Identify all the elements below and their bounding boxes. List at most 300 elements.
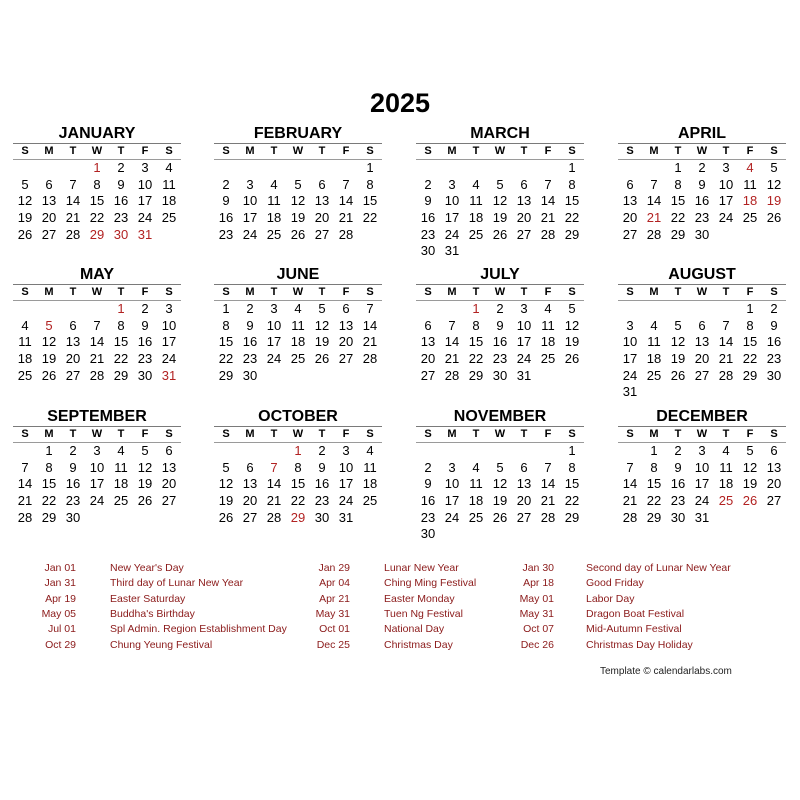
day-cell: 20 bbox=[314, 210, 330, 226]
holiday-date: Oct 01 bbox=[319, 623, 350, 636]
weekday-header: T bbox=[666, 427, 690, 443]
day-cell: 17 bbox=[718, 193, 734, 209]
weekday-header: S bbox=[358, 427, 382, 443]
weekday-header: T bbox=[310, 285, 334, 301]
day-cell: 5 bbox=[496, 459, 504, 475]
day-cell: 4 bbox=[366, 443, 374, 458]
holiday-name: Mid-Autumn Festival bbox=[586, 623, 682, 636]
day-cell: 12 bbox=[564, 317, 580, 333]
day-cell: 24 bbox=[89, 493, 105, 509]
day-cell: 1 bbox=[746, 301, 754, 316]
day-cell: 22 bbox=[670, 210, 686, 226]
day-cell: 13 bbox=[622, 193, 638, 209]
weekday-header: W bbox=[85, 285, 109, 301]
weekday-header: F bbox=[738, 427, 762, 443]
empty-day-cell bbox=[61, 301, 85, 318]
day-cell: 19 bbox=[742, 476, 758, 492]
day-cell: 1 bbox=[568, 160, 576, 175]
weekday-header: F bbox=[536, 285, 560, 301]
day-cell: 9 bbox=[770, 317, 778, 333]
day-cell: 31 bbox=[338, 509, 354, 525]
weekday-header: T bbox=[61, 285, 85, 301]
empty-day-cell bbox=[37, 301, 61, 318]
holiday-day-cell: 1 bbox=[117, 301, 125, 316]
weekday-header: W bbox=[85, 144, 109, 160]
day-cell: 7 bbox=[21, 459, 29, 475]
day-cell: 31 bbox=[444, 243, 460, 259]
weekday-header: S bbox=[416, 427, 440, 443]
holiday-date: Apr 19 bbox=[45, 592, 76, 605]
holiday-day-cell: 31 bbox=[137, 226, 153, 242]
day-cell: 11 bbox=[162, 176, 176, 192]
day-cell: 10 bbox=[694, 459, 710, 475]
day-cell: 20 bbox=[41, 210, 57, 226]
day-cell: 26 bbox=[564, 351, 580, 367]
day-cell: 29 bbox=[113, 367, 129, 383]
weekday-header: F bbox=[133, 285, 157, 301]
day-cell: 19 bbox=[492, 210, 508, 226]
day-cell: 26 bbox=[314, 351, 330, 367]
day-cell: 23 bbox=[314, 493, 330, 509]
day-cell: 31 bbox=[694, 509, 710, 525]
weekday-header: S bbox=[416, 285, 440, 301]
day-cell: 26 bbox=[492, 226, 508, 242]
weekday-header: T bbox=[61, 144, 85, 160]
month-august bbox=[618, 266, 786, 401]
weekday-header: S bbox=[560, 144, 584, 160]
holiday-name: Christmas Day Holiday bbox=[586, 638, 693, 651]
day-cell: 6 bbox=[246, 459, 254, 475]
day-cell: 13 bbox=[694, 334, 710, 350]
month-april bbox=[618, 125, 786, 243]
day-cell: 10 bbox=[718, 176, 734, 192]
day-cell: 28 bbox=[338, 226, 354, 242]
day-cell: 18 bbox=[540, 334, 556, 350]
day-cell: 16 bbox=[113, 193, 129, 209]
day-cell: 25 bbox=[290, 351, 306, 367]
weekday-header: T bbox=[666, 285, 690, 301]
day-cell: 14 bbox=[65, 193, 81, 209]
weekday-header: T bbox=[109, 427, 133, 443]
holiday-date: May 01 bbox=[519, 592, 554, 605]
holiday-date: May 31 bbox=[519, 607, 554, 620]
weekday-header: F bbox=[536, 144, 560, 160]
day-cell: 4 bbox=[294, 301, 302, 316]
day-cell: 5 bbox=[141, 443, 149, 458]
weekday-header: W bbox=[286, 285, 310, 301]
weekday-header: S bbox=[13, 427, 37, 443]
weekday-header: T bbox=[61, 427, 85, 443]
holiday-day-cell: 29 bbox=[290, 509, 306, 525]
day-cell: 2 bbox=[117, 160, 125, 175]
day-cell: 3 bbox=[246, 176, 254, 192]
month-november bbox=[416, 408, 584, 543]
day-cell: 10 bbox=[242, 193, 258, 209]
day-cell: 27 bbox=[65, 367, 81, 383]
weekday-header: T bbox=[464, 427, 488, 443]
holiday-name: Labor Day bbox=[586, 592, 635, 605]
empty-day-cell bbox=[618, 301, 642, 318]
day-cell: 6 bbox=[770, 443, 778, 458]
holiday-name: Easter Monday bbox=[384, 592, 455, 605]
empty-day-cell bbox=[440, 160, 464, 177]
month-grid bbox=[214, 285, 382, 384]
empty-day-cell bbox=[536, 160, 560, 177]
day-cell: 21 bbox=[718, 351, 734, 367]
day-cell: 20 bbox=[694, 351, 710, 367]
day-cell: 5 bbox=[674, 317, 682, 333]
day-cell: 14 bbox=[540, 476, 556, 492]
empty-day-cell bbox=[416, 160, 440, 177]
empty-day-cell bbox=[214, 443, 238, 460]
holiday-date: May 31 bbox=[315, 607, 350, 620]
day-cell: 27 bbox=[694, 367, 710, 383]
day-cell: 5 bbox=[770, 160, 778, 175]
month-grid bbox=[214, 427, 382, 526]
weekday-header: W bbox=[85, 427, 109, 443]
day-cell: 13 bbox=[161, 459, 177, 475]
day-cell: 23 bbox=[242, 351, 258, 367]
day-cell: 5 bbox=[496, 176, 504, 192]
day-cell: 21 bbox=[362, 334, 378, 350]
day-cell: 3 bbox=[520, 301, 528, 316]
day-cell: 21 bbox=[266, 493, 282, 509]
holiday-name: National Day bbox=[384, 623, 445, 636]
month-september bbox=[13, 408, 181, 526]
day-cell: 31 bbox=[516, 367, 532, 383]
holiday-name: Lunar New Year bbox=[384, 562, 459, 574]
day-cell: 17 bbox=[444, 493, 460, 509]
day-cell: 12 bbox=[137, 459, 153, 475]
weekday-header: S bbox=[214, 144, 238, 160]
empty-day-cell bbox=[512, 160, 536, 177]
weekday-header: T bbox=[262, 144, 286, 160]
day-cell: 30 bbox=[242, 367, 258, 383]
weekday-header: F bbox=[133, 427, 157, 443]
empty-day-cell bbox=[512, 443, 536, 460]
weekday-header: S bbox=[762, 427, 786, 443]
day-cell: 30 bbox=[766, 367, 782, 383]
day-cell: 17 bbox=[694, 476, 710, 492]
day-cell: 2 bbox=[222, 176, 230, 192]
day-cell: 30 bbox=[670, 509, 686, 525]
day-cell: 7 bbox=[722, 317, 730, 333]
day-cell: 7 bbox=[342, 176, 350, 192]
month-name: MAY bbox=[13, 266, 181, 285]
empty-day-cell bbox=[416, 301, 440, 318]
holiday-list bbox=[0, 561, 800, 656]
empty-day-cell bbox=[642, 301, 666, 318]
day-cell: 27 bbox=[314, 226, 330, 242]
weekday-header: F bbox=[738, 144, 762, 160]
day-cell: 11 bbox=[267, 193, 281, 209]
day-cell: 22 bbox=[564, 493, 580, 509]
day-cell: 23 bbox=[113, 210, 129, 226]
day-cell: 4 bbox=[270, 176, 278, 192]
day-cell: 3 bbox=[698, 443, 706, 458]
day-cell: 17 bbox=[516, 334, 532, 350]
day-cell: 17 bbox=[242, 210, 258, 226]
day-cell: 17 bbox=[444, 210, 460, 226]
day-cell: 2 bbox=[674, 443, 682, 458]
empty-day-cell bbox=[13, 160, 37, 177]
day-cell: 28 bbox=[266, 509, 282, 525]
holiday-name: Third day of Lunar New Year bbox=[110, 577, 244, 590]
day-cell: 29 bbox=[564, 509, 580, 525]
holiday-day-cell: 31 bbox=[161, 367, 177, 383]
day-cell: 24 bbox=[622, 367, 638, 383]
holiday-date: Oct 29 bbox=[45, 638, 76, 651]
weekday-header: S bbox=[214, 285, 238, 301]
day-cell: 29 bbox=[41, 509, 57, 525]
weekday-header: S bbox=[560, 427, 584, 443]
day-cell: 7 bbox=[650, 176, 658, 192]
day-cell: 27 bbox=[242, 509, 258, 525]
day-cell: 26 bbox=[670, 367, 686, 383]
template-credit: Template © calendarlabs.com bbox=[600, 666, 732, 677]
holiday-date: Jan 01 bbox=[44, 562, 76, 574]
weekday-header: W bbox=[286, 144, 310, 160]
day-cell: 22 bbox=[468, 351, 484, 367]
day-cell: 23 bbox=[65, 493, 81, 509]
day-cell: 5 bbox=[746, 443, 754, 458]
holiday-name: Buddha's Birthday bbox=[110, 607, 195, 620]
day-cell: 31 bbox=[622, 384, 638, 400]
weekday-header: S bbox=[13, 144, 37, 160]
weekday-header: W bbox=[690, 144, 714, 160]
day-cell: 8 bbox=[93, 176, 101, 192]
day-cell: 20 bbox=[242, 493, 258, 509]
empty-day-cell bbox=[618, 443, 642, 460]
empty-day-cell bbox=[536, 443, 560, 460]
day-cell: 19 bbox=[314, 334, 330, 350]
day-cell: 8 bbox=[674, 176, 682, 192]
day-cell: 28 bbox=[718, 367, 734, 383]
day-cell: 1 bbox=[366, 160, 374, 175]
weekday-header: W bbox=[488, 144, 512, 160]
day-cell: 12 bbox=[670, 334, 686, 350]
day-cell: 30 bbox=[694, 226, 710, 242]
day-cell: 11 bbox=[541, 317, 555, 333]
day-cell: 18 bbox=[17, 351, 33, 367]
day-cell: 15 bbox=[670, 193, 686, 209]
day-cell: 24 bbox=[444, 226, 460, 242]
day-cell: 3 bbox=[448, 176, 456, 192]
day-cell: 21 bbox=[540, 210, 556, 226]
holiday-day-cell: 1 bbox=[294, 443, 302, 458]
holiday-date: Jul 01 bbox=[47, 623, 76, 636]
weekday-header: T bbox=[310, 427, 334, 443]
day-cell: 6 bbox=[626, 176, 634, 192]
weekday-header: S bbox=[416, 144, 440, 160]
day-cell: 9 bbox=[69, 459, 77, 475]
day-cell: 7 bbox=[626, 459, 634, 475]
day-cell: 30 bbox=[420, 526, 436, 542]
day-cell: 11 bbox=[647, 334, 661, 350]
day-cell: 14 bbox=[540, 193, 556, 209]
day-cell: 19 bbox=[137, 476, 153, 492]
day-cell: 24 bbox=[242, 226, 258, 242]
day-cell: 2 bbox=[496, 301, 504, 316]
weekday-header: S bbox=[618, 285, 642, 301]
day-cell: 3 bbox=[93, 443, 101, 458]
day-cell: 12 bbox=[314, 317, 330, 333]
day-cell: 10 bbox=[89, 459, 105, 475]
day-cell: 13 bbox=[766, 459, 782, 475]
day-cell: 6 bbox=[520, 176, 528, 192]
day-cell: 17 bbox=[338, 476, 354, 492]
day-cell: 25 bbox=[161, 210, 177, 226]
empty-day-cell bbox=[334, 160, 358, 177]
day-cell: 4 bbox=[650, 317, 658, 333]
day-cell: 16 bbox=[65, 476, 81, 492]
day-cell: 16 bbox=[420, 493, 436, 509]
month-name: NOVEMBER bbox=[416, 408, 584, 427]
day-cell: 12 bbox=[290, 193, 306, 209]
day-cell: 5 bbox=[21, 176, 29, 192]
day-cell: 10 bbox=[338, 459, 354, 475]
day-cell: 15 bbox=[646, 476, 662, 492]
holiday-date: Jan 31 bbox=[44, 577, 76, 590]
day-cell: 13 bbox=[65, 334, 81, 350]
day-cell: 19 bbox=[670, 351, 686, 367]
day-cell: 2 bbox=[698, 160, 706, 175]
day-cell: 23 bbox=[420, 509, 436, 525]
day-cell: 9 bbox=[117, 176, 125, 192]
day-cell: 26 bbox=[492, 509, 508, 525]
day-cell: 4 bbox=[722, 443, 730, 458]
day-cell: 5 bbox=[568, 301, 576, 316]
weekday-header: F bbox=[334, 144, 358, 160]
day-cell: 12 bbox=[492, 476, 508, 492]
day-cell: 19 bbox=[218, 493, 234, 509]
day-cell: 12 bbox=[742, 459, 758, 475]
day-cell: 20 bbox=[161, 476, 177, 492]
holiday-name: Tuen Ng Festival bbox=[384, 607, 463, 620]
day-cell: 24 bbox=[444, 509, 460, 525]
day-cell: 20 bbox=[622, 210, 638, 226]
day-cell: 13 bbox=[314, 193, 330, 209]
day-cell: 23 bbox=[492, 351, 508, 367]
holiday-name: Good Friday bbox=[586, 577, 644, 590]
day-cell: 8 bbox=[650, 459, 658, 475]
day-cell: 14 bbox=[444, 334, 460, 350]
day-cell: 16 bbox=[137, 334, 153, 350]
weekday-header: S bbox=[762, 144, 786, 160]
day-cell: 22 bbox=[290, 493, 306, 509]
weekday-header: T bbox=[310, 144, 334, 160]
day-cell: 27 bbox=[420, 367, 436, 383]
weekday-header: T bbox=[262, 427, 286, 443]
holiday-date: Jan 29 bbox=[318, 562, 350, 574]
day-cell: 6 bbox=[424, 317, 432, 333]
day-cell: 19 bbox=[564, 334, 580, 350]
day-cell: 18 bbox=[113, 476, 129, 492]
day-cell: 13 bbox=[41, 193, 57, 209]
empty-day-cell bbox=[262, 443, 286, 460]
empty-day-cell bbox=[416, 443, 440, 460]
day-cell: 13 bbox=[420, 334, 436, 350]
weekday-header: W bbox=[488, 285, 512, 301]
empty-day-cell bbox=[286, 160, 310, 177]
day-cell: 20 bbox=[338, 334, 354, 350]
day-cell: 3 bbox=[342, 443, 350, 458]
day-cell: 5 bbox=[294, 176, 302, 192]
weekday-header: T bbox=[666, 144, 690, 160]
holiday-name: Chung Yeung Festival bbox=[110, 638, 213, 651]
day-cell: 3 bbox=[626, 317, 634, 333]
day-cell: 2 bbox=[246, 301, 254, 316]
weekday-header: F bbox=[334, 285, 358, 301]
month-name: JANUARY bbox=[13, 125, 181, 144]
month-name: SEPTEMBER bbox=[13, 408, 181, 427]
day-cell: 5 bbox=[222, 459, 230, 475]
day-cell: 6 bbox=[69, 317, 77, 333]
day-cell: 24 bbox=[718, 210, 734, 226]
day-cell: 18 bbox=[468, 210, 484, 226]
day-cell: 8 bbox=[568, 176, 576, 192]
day-cell: 16 bbox=[766, 334, 782, 350]
day-cell: 7 bbox=[544, 176, 552, 192]
day-cell: 6 bbox=[45, 176, 53, 192]
day-cell: 23 bbox=[670, 493, 686, 509]
empty-day-cell bbox=[37, 160, 61, 177]
day-cell: 12 bbox=[492, 193, 508, 209]
day-cell: 30 bbox=[420, 243, 436, 259]
day-cell: 13 bbox=[242, 476, 258, 492]
day-cell: 30 bbox=[137, 367, 153, 383]
day-cell: 26 bbox=[41, 367, 57, 383]
day-cell: 27 bbox=[516, 509, 532, 525]
weekday-header: M bbox=[238, 285, 262, 301]
day-cell: 3 bbox=[141, 160, 149, 175]
day-cell: 10 bbox=[137, 176, 153, 192]
day-cell: 7 bbox=[544, 459, 552, 475]
day-cell: 3 bbox=[165, 301, 173, 316]
month-december bbox=[618, 408, 786, 526]
weekday-header: S bbox=[214, 427, 238, 443]
day-cell: 4 bbox=[472, 459, 480, 475]
weekday-header: S bbox=[560, 285, 584, 301]
day-cell: 24 bbox=[266, 351, 282, 367]
day-cell: 15 bbox=[362, 193, 378, 209]
month-grid bbox=[618, 285, 786, 401]
empty-day-cell bbox=[464, 160, 488, 177]
month-name: APRIL bbox=[618, 125, 786, 144]
month-name: DECEMBER bbox=[618, 408, 786, 427]
day-cell: 18 bbox=[468, 493, 484, 509]
day-cell: 23 bbox=[218, 226, 234, 242]
day-cell: 27 bbox=[622, 226, 638, 242]
day-cell: 2 bbox=[141, 301, 149, 316]
weekday-header: T bbox=[109, 144, 133, 160]
day-cell: 22 bbox=[646, 493, 662, 509]
day-cell: 6 bbox=[342, 301, 350, 316]
day-cell: 9 bbox=[698, 176, 706, 192]
empty-day-cell bbox=[488, 160, 512, 177]
month-name: JULY bbox=[416, 266, 584, 285]
day-cell: 29 bbox=[468, 367, 484, 383]
month-name: FEBRUARY bbox=[214, 125, 382, 144]
empty-day-cell bbox=[13, 443, 37, 460]
weekday-header: F bbox=[536, 427, 560, 443]
day-cell: 22 bbox=[41, 493, 57, 509]
year-title: 2025 bbox=[369, 88, 431, 118]
month-grid bbox=[13, 144, 181, 243]
day-cell: 25 bbox=[540, 351, 556, 367]
day-cell: 6 bbox=[165, 443, 173, 458]
day-cell: 2 bbox=[69, 443, 77, 458]
